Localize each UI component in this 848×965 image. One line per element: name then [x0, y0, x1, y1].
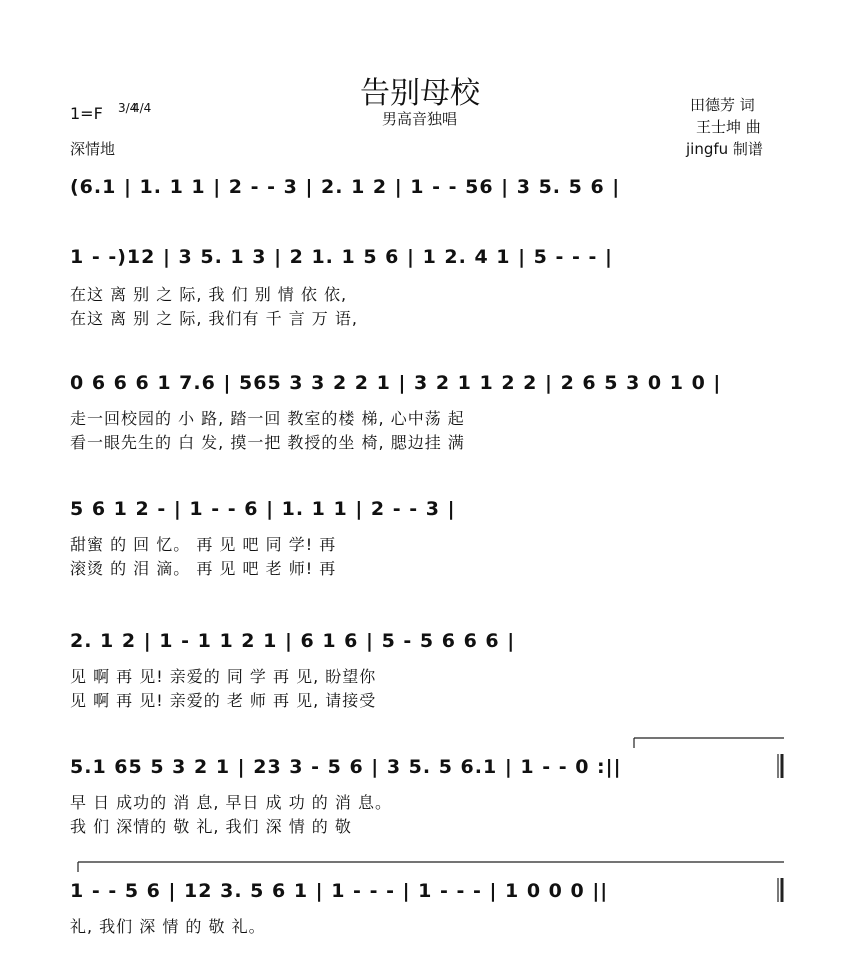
- lyrics-verse-1: 走一回校园的 小 路, 踏一回 教室的楼 梯, 心中荡 起: [70, 409, 465, 428]
- lyrics-verse-2: 在这 离 别 之 际, 我们有 千 言 万 语,: [70, 309, 358, 328]
- lyrics-verse-1: 早 日 成功的 消 息, 早日 成 功 的 消 息。: [70, 793, 392, 812]
- lyricist-credit: 田德芳 词: [690, 96, 755, 114]
- lyrics-verse-1: 甜蜜 的 回 忆。 再 见 吧 同 学! 再: [70, 535, 337, 554]
- song-subtitle: 男高音独唱: [382, 110, 458, 128]
- expression-mark: 深情地: [70, 140, 116, 158]
- composer-credit: 王士坤 曲: [696, 118, 761, 136]
- lyrics-verse-1: 见 啊 再 见! 亲爱的 同 学 再 见, 盼望你: [70, 667, 377, 686]
- lyrics-verse-2: 我 们 深情的 敬 礼, 我们 深 情 的 敬: [70, 817, 352, 836]
- key-signature: 1=F: [70, 104, 103, 123]
- notation-line: 5.1 65 5 3 2 1 | 23 3 - 5 6 | 3 5. 5 6.1 | 1 - - 0 :||: [70, 756, 622, 778]
- lyrics-verse-2: 滚烫 的 泪 滴。 再 见 吧 老 师! 再: [70, 559, 337, 578]
- notation-line: 5 6 1 2 - | 1 - - 6 | 1. 1 1 | 2 - - 3 |: [70, 498, 456, 520]
- notation-line: 1 - - 5 6 | 12 3. 5 6 1 | 1 - - - | 1 - - - | 1 0 0 0 ||: [70, 880, 609, 902]
- lyrics-verse-2: 见 啊 再 见! 亲爱的 老 师 再 见, 请接受: [70, 691, 377, 710]
- lyrics-verse-1: 礼, 我们 深 情 的 敬 礼。: [70, 917, 266, 936]
- notation-line: (6.1 | 1. 1 1 | 2 - - 3 | 2. 1 2 | 1 - - 56 | 3 5. 5 6 |: [70, 176, 621, 198]
- transcriber-credit: jingfu 制谱: [686, 140, 763, 158]
- song-title: 告别母校: [360, 76, 480, 111]
- lyrics-verse-1: 在这 离 别 之 际, 我 们 别 情 依 依,: [70, 285, 348, 304]
- notation-line: 1 - -)12 | 3 5. 1 3 | 2 1. 1 5 6 | 1 2. 4 1 | 5 - - - |: [70, 246, 613, 268]
- notation-line: 2. 1 2 | 1 - 1 1 2 1 | 6 1 6 | 5 - 5 6 6 6 |: [70, 630, 516, 652]
- time-signature-2: 4/4: [132, 101, 152, 115]
- time-signature-1: 3/4: [118, 101, 138, 115]
- notation-line: 0 6 6 6 1 7.6 | 565 3 3 2 2 1 | 3 2 1 1 2 2 | 2 6 5 3 0 1 0 |: [70, 372, 722, 394]
- lyrics-verse-2: 看一眼先生的 白 发, 摸一把 教授的坐 椅, 腮边挂 满: [70, 433, 465, 452]
